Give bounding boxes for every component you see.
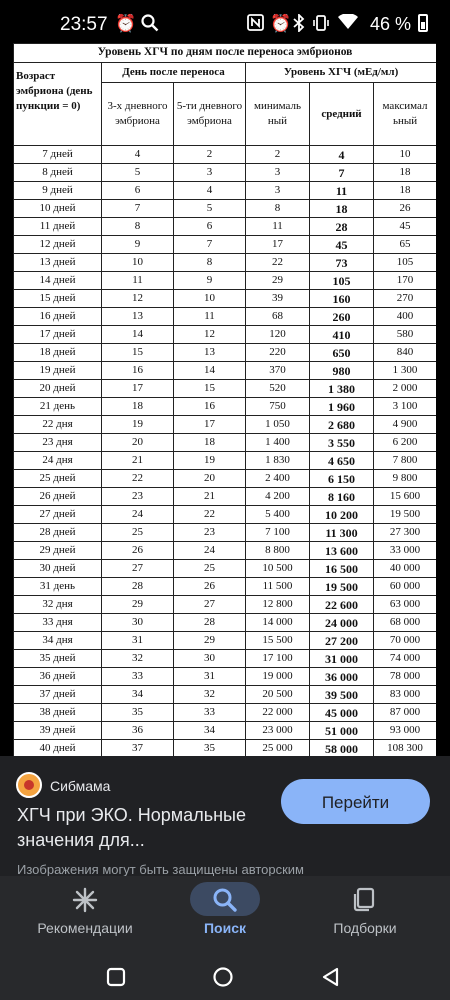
cell-day5: 9: [174, 272, 246, 290]
header-min: минималь ный: [246, 83, 310, 146]
cell-min: 22: [246, 254, 310, 272]
cell-avg: 27 200: [310, 632, 374, 650]
cell-age: 27 дней: [14, 506, 102, 524]
header-day3-embryo: 3-х дневного эмбриона: [102, 83, 174, 146]
cell-avg: 13 600: [310, 542, 374, 560]
battery-percent: 46 %: [370, 14, 412, 34]
cell-avg: 39 500: [310, 686, 374, 704]
cell-min: 2 400: [246, 470, 310, 488]
cell-avg: 1 960: [310, 398, 374, 416]
cell-max: 45: [374, 218, 437, 236]
cell-min: 10 500: [246, 560, 310, 578]
cell-max: 108 300: [374, 740, 437, 757]
cell-age: 18 дней: [14, 344, 102, 362]
cell-min: 14 000: [246, 614, 310, 632]
cell-min: 120: [246, 326, 310, 344]
cell-day5: 4: [174, 182, 246, 200]
table-body: [14, 146, 437, 757]
cell-avg: 19 500: [310, 578, 374, 596]
table-row: [14, 596, 437, 614]
alarm-icon: ⏰: [270, 14, 292, 33]
cell-min: 17 100: [246, 650, 310, 668]
table-row: [14, 380, 437, 398]
cell-age: 20 дней: [14, 380, 102, 398]
cell-age: 14 дней: [14, 272, 102, 290]
cell-age: 22 дня: [14, 416, 102, 434]
cell-day5: 27: [174, 596, 246, 614]
table-row: [14, 632, 437, 650]
header-embryo-age: Возраст эмбриона (день пункции = 0): [14, 63, 102, 146]
cell-avg: 28: [310, 218, 374, 236]
cell-day3: 29: [102, 596, 174, 614]
cell-age: 7 дней: [14, 146, 102, 164]
cell-max: 170: [374, 272, 437, 290]
cell-age: 23 дня: [14, 434, 102, 452]
table-row: [14, 434, 437, 452]
cell-day5: 26: [174, 578, 246, 596]
table-row: [14, 560, 437, 578]
cell-max: 18: [374, 164, 437, 182]
nav-recommendations[interactable]: [10, 876, 160, 954]
cell-day5: 33: [174, 704, 246, 722]
cell-max: 400: [374, 308, 437, 326]
cell-day3: 35: [102, 704, 174, 722]
cell-avg: 3 550: [310, 434, 374, 452]
cell-max: 74 000: [374, 650, 437, 668]
cell-age: 17 дней: [14, 326, 102, 344]
cell-day5: 22: [174, 506, 246, 524]
cell-day5: 12: [174, 326, 246, 344]
cell-avg: 105: [310, 272, 374, 290]
cell-avg: 1 380: [310, 380, 374, 398]
cell-age: 35 дней: [14, 650, 102, 668]
cell-avg: 6 150: [310, 470, 374, 488]
cell-age: 9 дней: [14, 182, 102, 200]
table-row: [14, 236, 437, 254]
cell-min: 19 000: [246, 668, 310, 686]
cell-min: 23 000: [246, 722, 310, 740]
table-row: [14, 506, 437, 524]
cell-age: 15 дней: [14, 290, 102, 308]
cell-min: 220: [246, 344, 310, 362]
cell-min: 3: [246, 182, 310, 200]
table-row: [14, 146, 437, 164]
cell-avg: 16 500: [310, 560, 374, 578]
cell-max: 27 300: [374, 524, 437, 542]
cell-day3: 21: [102, 452, 174, 470]
cell-min: 1 400: [246, 434, 310, 452]
table-row: [14, 686, 437, 704]
cell-day5: 10: [174, 290, 246, 308]
cell-day5: 5: [174, 200, 246, 218]
table-row: [14, 344, 437, 362]
cell-avg: 260: [310, 308, 374, 326]
cell-avg: 22 600: [310, 596, 374, 614]
table-row: [14, 488, 437, 506]
wifi-icon: [338, 14, 358, 35]
cell-min: 68: [246, 308, 310, 326]
cell-max: 60 000: [374, 578, 437, 596]
cell-avg: 31 000: [310, 650, 374, 668]
table-row: [14, 614, 437, 632]
cell-avg: 7: [310, 164, 374, 182]
table-row: [14, 704, 437, 722]
cell-max: 33 000: [374, 542, 437, 560]
back-icon[interactable]: [320, 966, 342, 988]
cell-day3: 4: [102, 146, 174, 164]
home-icon[interactable]: [212, 966, 234, 988]
cell-day3: 31: [102, 632, 174, 650]
cell-day5: 7: [174, 236, 246, 254]
cell-day3: 17: [102, 380, 174, 398]
table-row: [14, 668, 437, 686]
cell-age: 25 дней: [14, 470, 102, 488]
cell-day3: 26: [102, 542, 174, 560]
cell-age: 34 дня: [14, 632, 102, 650]
table-row: [14, 362, 437, 380]
cell-max: 9 800: [374, 470, 437, 488]
table-row: [14, 254, 437, 272]
cell-avg: 160: [310, 290, 374, 308]
cell-min: 1 050: [246, 416, 310, 434]
recents-icon[interactable]: [105, 966, 127, 988]
cell-day3: 10: [102, 254, 174, 272]
cell-day5: 19: [174, 452, 246, 470]
cell-max: 4 900: [374, 416, 437, 434]
cell-day5: 3: [174, 164, 246, 182]
cell-day3: 24: [102, 506, 174, 524]
cell-day3: 28: [102, 578, 174, 596]
table-row: [14, 326, 437, 344]
cell-max: 63 000: [374, 596, 437, 614]
cell-day5: 16: [174, 398, 246, 416]
cell-avg: 58 000: [310, 740, 374, 757]
bottom-nav: [0, 876, 450, 954]
cell-age: 10 дней: [14, 200, 102, 218]
cell-day5: 31: [174, 668, 246, 686]
header-hcg-level: Уровень ХГЧ (мЕд/мл): [246, 63, 437, 83]
cell-min: 15 500: [246, 632, 310, 650]
cell-avg: 4: [310, 146, 374, 164]
cell-day3: 20: [102, 434, 174, 452]
cell-day3: 23: [102, 488, 174, 506]
table-row: [14, 470, 437, 488]
table-row: [14, 452, 437, 470]
table-row: [14, 164, 437, 182]
cell-day3: 11: [102, 272, 174, 290]
table-row: [14, 308, 437, 326]
cell-age: 40 дней: [14, 740, 102, 757]
cell-age: 12 дней: [14, 236, 102, 254]
cell-max: 270: [374, 290, 437, 308]
cell-day3: 14: [102, 326, 174, 344]
cell-day3: 32: [102, 650, 174, 668]
cell-min: 370: [246, 362, 310, 380]
cell-min: 8: [246, 200, 310, 218]
header-avg: средний: [310, 83, 374, 146]
cell-avg: 8 160: [310, 488, 374, 506]
cell-max: 83 000: [374, 686, 437, 704]
cell-max: 87 000: [374, 704, 437, 722]
cell-day5: 34: [174, 722, 246, 740]
cell-min: 2: [246, 146, 310, 164]
cell-day5: 18: [174, 434, 246, 452]
nav-collections[interactable]: [290, 876, 440, 954]
cell-day3: 19: [102, 416, 174, 434]
collections-icon: [351, 886, 379, 914]
nav-search[interactable]: [150, 876, 300, 954]
cell-day5: 30: [174, 650, 246, 668]
asterisk-icon: [71, 886, 99, 914]
cell-day5: 2: [174, 146, 246, 164]
site-logo: [16, 772, 42, 798]
table-row: [14, 182, 437, 200]
cell-min: 25 000: [246, 740, 310, 757]
nav-label: Рекомендации: [37, 920, 133, 936]
bluetooth-icon: [293, 14, 305, 37]
result-source[interactable]: Сибмама: [50, 778, 111, 794]
header-max: максимал ьный: [374, 83, 437, 146]
cell-avg: 650: [310, 344, 374, 362]
cell-avg: 18: [310, 200, 374, 218]
cell-day5: 20: [174, 470, 246, 488]
cell-min: 1 830: [246, 452, 310, 470]
cell-day5: 14: [174, 362, 246, 380]
cell-avg: 2 680: [310, 416, 374, 434]
cell-age: 39 дней: [14, 722, 102, 740]
cell-day3: 18: [102, 398, 174, 416]
cell-age: 24 дня: [14, 452, 102, 470]
cell-age: 31 день: [14, 578, 102, 596]
table-row: [14, 416, 437, 434]
copyright-note: Изображения могут быть защищены авторским: [17, 862, 304, 876]
cell-avg: 36 000: [310, 668, 374, 686]
table-row: [14, 524, 437, 542]
cell-max: 26: [374, 200, 437, 218]
cell-avg: 10 200: [310, 506, 374, 524]
cell-max: 65: [374, 236, 437, 254]
cell-avg: 45 000: [310, 704, 374, 722]
cell-day3: 6: [102, 182, 174, 200]
cell-max: 105: [374, 254, 437, 272]
cell-min: 5 400: [246, 506, 310, 524]
cell-max: 70 000: [374, 632, 437, 650]
cell-day3: 27: [102, 560, 174, 578]
result-title[interactable]: ХГЧ при ЭКО. Нормальные значения для...: [17, 805, 246, 850]
cell-max: 2 000: [374, 380, 437, 398]
cell-day3: 36: [102, 722, 174, 740]
cell-avg: 410: [310, 326, 374, 344]
cell-day3: 30: [102, 614, 174, 632]
table-row: [14, 722, 437, 740]
cell-age: 32 дня: [14, 596, 102, 614]
table-row: [14, 542, 437, 560]
cell-day3: 16: [102, 362, 174, 380]
table-row: [14, 650, 437, 668]
cell-min: 12 800: [246, 596, 310, 614]
cell-day5: 25: [174, 560, 246, 578]
cell-day3: 13: [102, 308, 174, 326]
cell-avg: 11 300: [310, 524, 374, 542]
cell-avg: 11: [310, 182, 374, 200]
cell-day5: 11: [174, 308, 246, 326]
cell-min: 11: [246, 218, 310, 236]
cell-min: 17: [246, 236, 310, 254]
cell-max: 580: [374, 326, 437, 344]
cell-age: 30 дней: [14, 560, 102, 578]
alarm-icon: ⏰: [115, 14, 137, 33]
cell-avg: 73: [310, 254, 374, 272]
cell-max: 6 200: [374, 434, 437, 452]
cell-day3: 34: [102, 686, 174, 704]
cell-avg: 51 000: [310, 722, 374, 740]
table-row: [14, 290, 437, 308]
status-time: 23:57: [60, 14, 108, 35]
cell-day5: 13: [174, 344, 246, 362]
cell-day3: 33: [102, 668, 174, 686]
cell-min: 3: [246, 164, 310, 182]
cell-age: 8 дней: [14, 164, 102, 182]
cell-max: 18: [374, 182, 437, 200]
cell-max: 840: [374, 344, 437, 362]
cell-max: 10: [374, 146, 437, 164]
cell-day3: 8: [102, 218, 174, 236]
cell-day5: 35: [174, 740, 246, 757]
nfc-icon: [247, 14, 264, 36]
cell-day3: 37: [102, 740, 174, 757]
cell-age: 38 дней: [14, 704, 102, 722]
cell-max: 78 000: [374, 668, 437, 686]
cell-day3: 25: [102, 524, 174, 542]
cell-day5: 24: [174, 542, 246, 560]
cell-age: 21 день: [14, 398, 102, 416]
cell-age: 26 дней: [14, 488, 102, 506]
cell-day5: 21: [174, 488, 246, 506]
cell-max: 68 000: [374, 614, 437, 632]
cell-day3: 9: [102, 236, 174, 254]
cell-day3: 15: [102, 344, 174, 362]
cell-min: 520: [246, 380, 310, 398]
cell-day5: 8: [174, 254, 246, 272]
table-row: [14, 578, 437, 596]
cell-min: 20 500: [246, 686, 310, 704]
cell-max: 93 000: [374, 722, 437, 740]
cell-day5: 29: [174, 632, 246, 650]
cell-min: 4 200: [246, 488, 310, 506]
cell-day3: 22: [102, 470, 174, 488]
table-row: [14, 272, 437, 290]
cell-age: 13 дней: [14, 254, 102, 272]
cell-max: 19 500: [374, 506, 437, 524]
cell-avg: 980: [310, 362, 374, 380]
table-row: [14, 398, 437, 416]
cell-max: 3 100: [374, 398, 437, 416]
cell-max: 40 000: [374, 560, 437, 578]
cell-min: 8 800: [246, 542, 310, 560]
cell-age: 28 дней: [14, 524, 102, 542]
cell-min: 750: [246, 398, 310, 416]
cell-avg: 24 000: [310, 614, 374, 632]
cell-min: 11 500: [246, 578, 310, 596]
cell-day5: 6: [174, 218, 246, 236]
table-row: [14, 740, 437, 757]
search-icon: [141, 14, 159, 37]
hcg-table: [13, 43, 436, 756]
cell-day5: 32: [174, 686, 246, 704]
cell-age: 29 дней: [14, 542, 102, 560]
cell-min: 29: [246, 272, 310, 290]
header-day-after-transfer: День после переноса: [102, 63, 246, 83]
cell-age: 33 дня: [14, 614, 102, 632]
result-image[interactable]: [13, 43, 436, 756]
cell-avg: 4 650: [310, 452, 374, 470]
nav-label: Подборки: [333, 920, 397, 936]
table-row: [14, 200, 437, 218]
cell-age: 19 дней: [14, 362, 102, 380]
visit-button[interactable]: Перейти: [281, 779, 430, 824]
cell-max: 1 300: [374, 362, 437, 380]
cell-age: 11 дней: [14, 218, 102, 236]
search-icon: [211, 886, 239, 914]
cell-day3: 7: [102, 200, 174, 218]
cell-max: 15 600: [374, 488, 437, 506]
cell-day5: 28: [174, 614, 246, 632]
cell-avg: 45: [310, 236, 374, 254]
table-title: Уровень ХГЧ по дням после переноса эмбрионов: [14, 44, 437, 63]
cell-min: 22 000: [246, 704, 310, 722]
cell-day5: 23: [174, 524, 246, 542]
vibrate-icon: [312, 14, 330, 37]
cell-age: 37 дней: [14, 686, 102, 704]
cell-day5: 17: [174, 416, 246, 434]
cell-day5: 15: [174, 380, 246, 398]
cell-min: 7 100: [246, 524, 310, 542]
cell-age: 16 дней: [14, 308, 102, 326]
header-day5-embryo: 5-ти дневного эмбриона: [174, 83, 246, 146]
battery-icon: [418, 14, 428, 32]
table-row: [14, 218, 437, 236]
system-nav-bar: [0, 954, 450, 1000]
cell-max: 7 800: [374, 452, 437, 470]
cell-min: 39: [246, 290, 310, 308]
cell-day3: 5: [102, 164, 174, 182]
cell-day3: 12: [102, 290, 174, 308]
cell-age: 36 дней: [14, 668, 102, 686]
nav-label: Поиск: [203, 920, 246, 936]
status-bar: [0, 0, 450, 48]
